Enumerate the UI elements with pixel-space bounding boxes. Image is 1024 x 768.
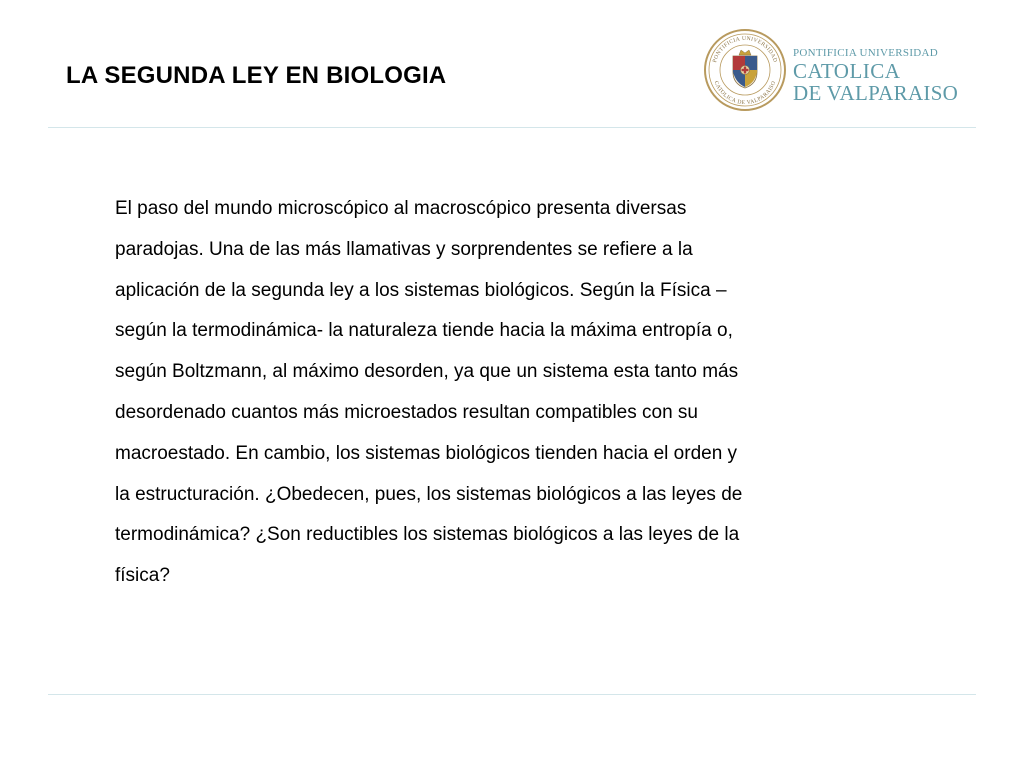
- seal-text-bottom: CATOLICA DE VALPARAISO: [712, 80, 778, 107]
- university-seal-icon: [703, 28, 787, 112]
- footer-divider: [48, 694, 976, 695]
- header-divider: [48, 127, 976, 128]
- paragraph-line: según Boltzmann, al máximo desorden, ya que un sistema esta tanto más: [115, 361, 739, 383]
- paragraph-line: macroestado. En cambio, los sistemas biológicos tienden hacia el orden y: [115, 442, 738, 464]
- seal-text-top: PONTIFICIA UNIVERSIDAD: [712, 35, 778, 64]
- logo-line-catolica: CATOLICA: [793, 59, 901, 83]
- paragraph-line: física?: [115, 565, 170, 587]
- university-name: [793, 47, 958, 104]
- paragraph-line: la estructuración. ¿Obedecen, pues, los sistemas biológicos a las leyes de: [115, 483, 743, 505]
- paragraph-line: aplicación de la segunda ley a los sistemas biológicos. Según la Física –: [115, 279, 727, 301]
- paragraph-line: El paso del mundo microscópico al macroscópico presenta diversas: [115, 198, 687, 219]
- slide-title: LA SEGUNDA LEY EN BIOLOGIA: [66, 62, 447, 89]
- paragraph-line: termodinámica? ¿Son reductibles los sistemas biológicos a las leyes de la: [115, 524, 740, 546]
- logo-line-valparaiso: DE VALPARAISO: [793, 81, 959, 105]
- paragraph-line: desordenado cuantos más microestados resultan compatibles con su: [115, 401, 698, 423]
- paragraph-line: según la termodinámica- la naturaleza tiende hacia la máxima entropía o,: [115, 320, 733, 342]
- logo-line-pontificia: PONTIFICIA UNIVERSIDAD: [793, 47, 939, 59]
- body-paragraph: [115, 189, 885, 597]
- paragraph-line: paradojas. Una de las más llamativas y sorprendentes se refiere a la: [115, 238, 693, 260]
- university-logo: [703, 28, 975, 116]
